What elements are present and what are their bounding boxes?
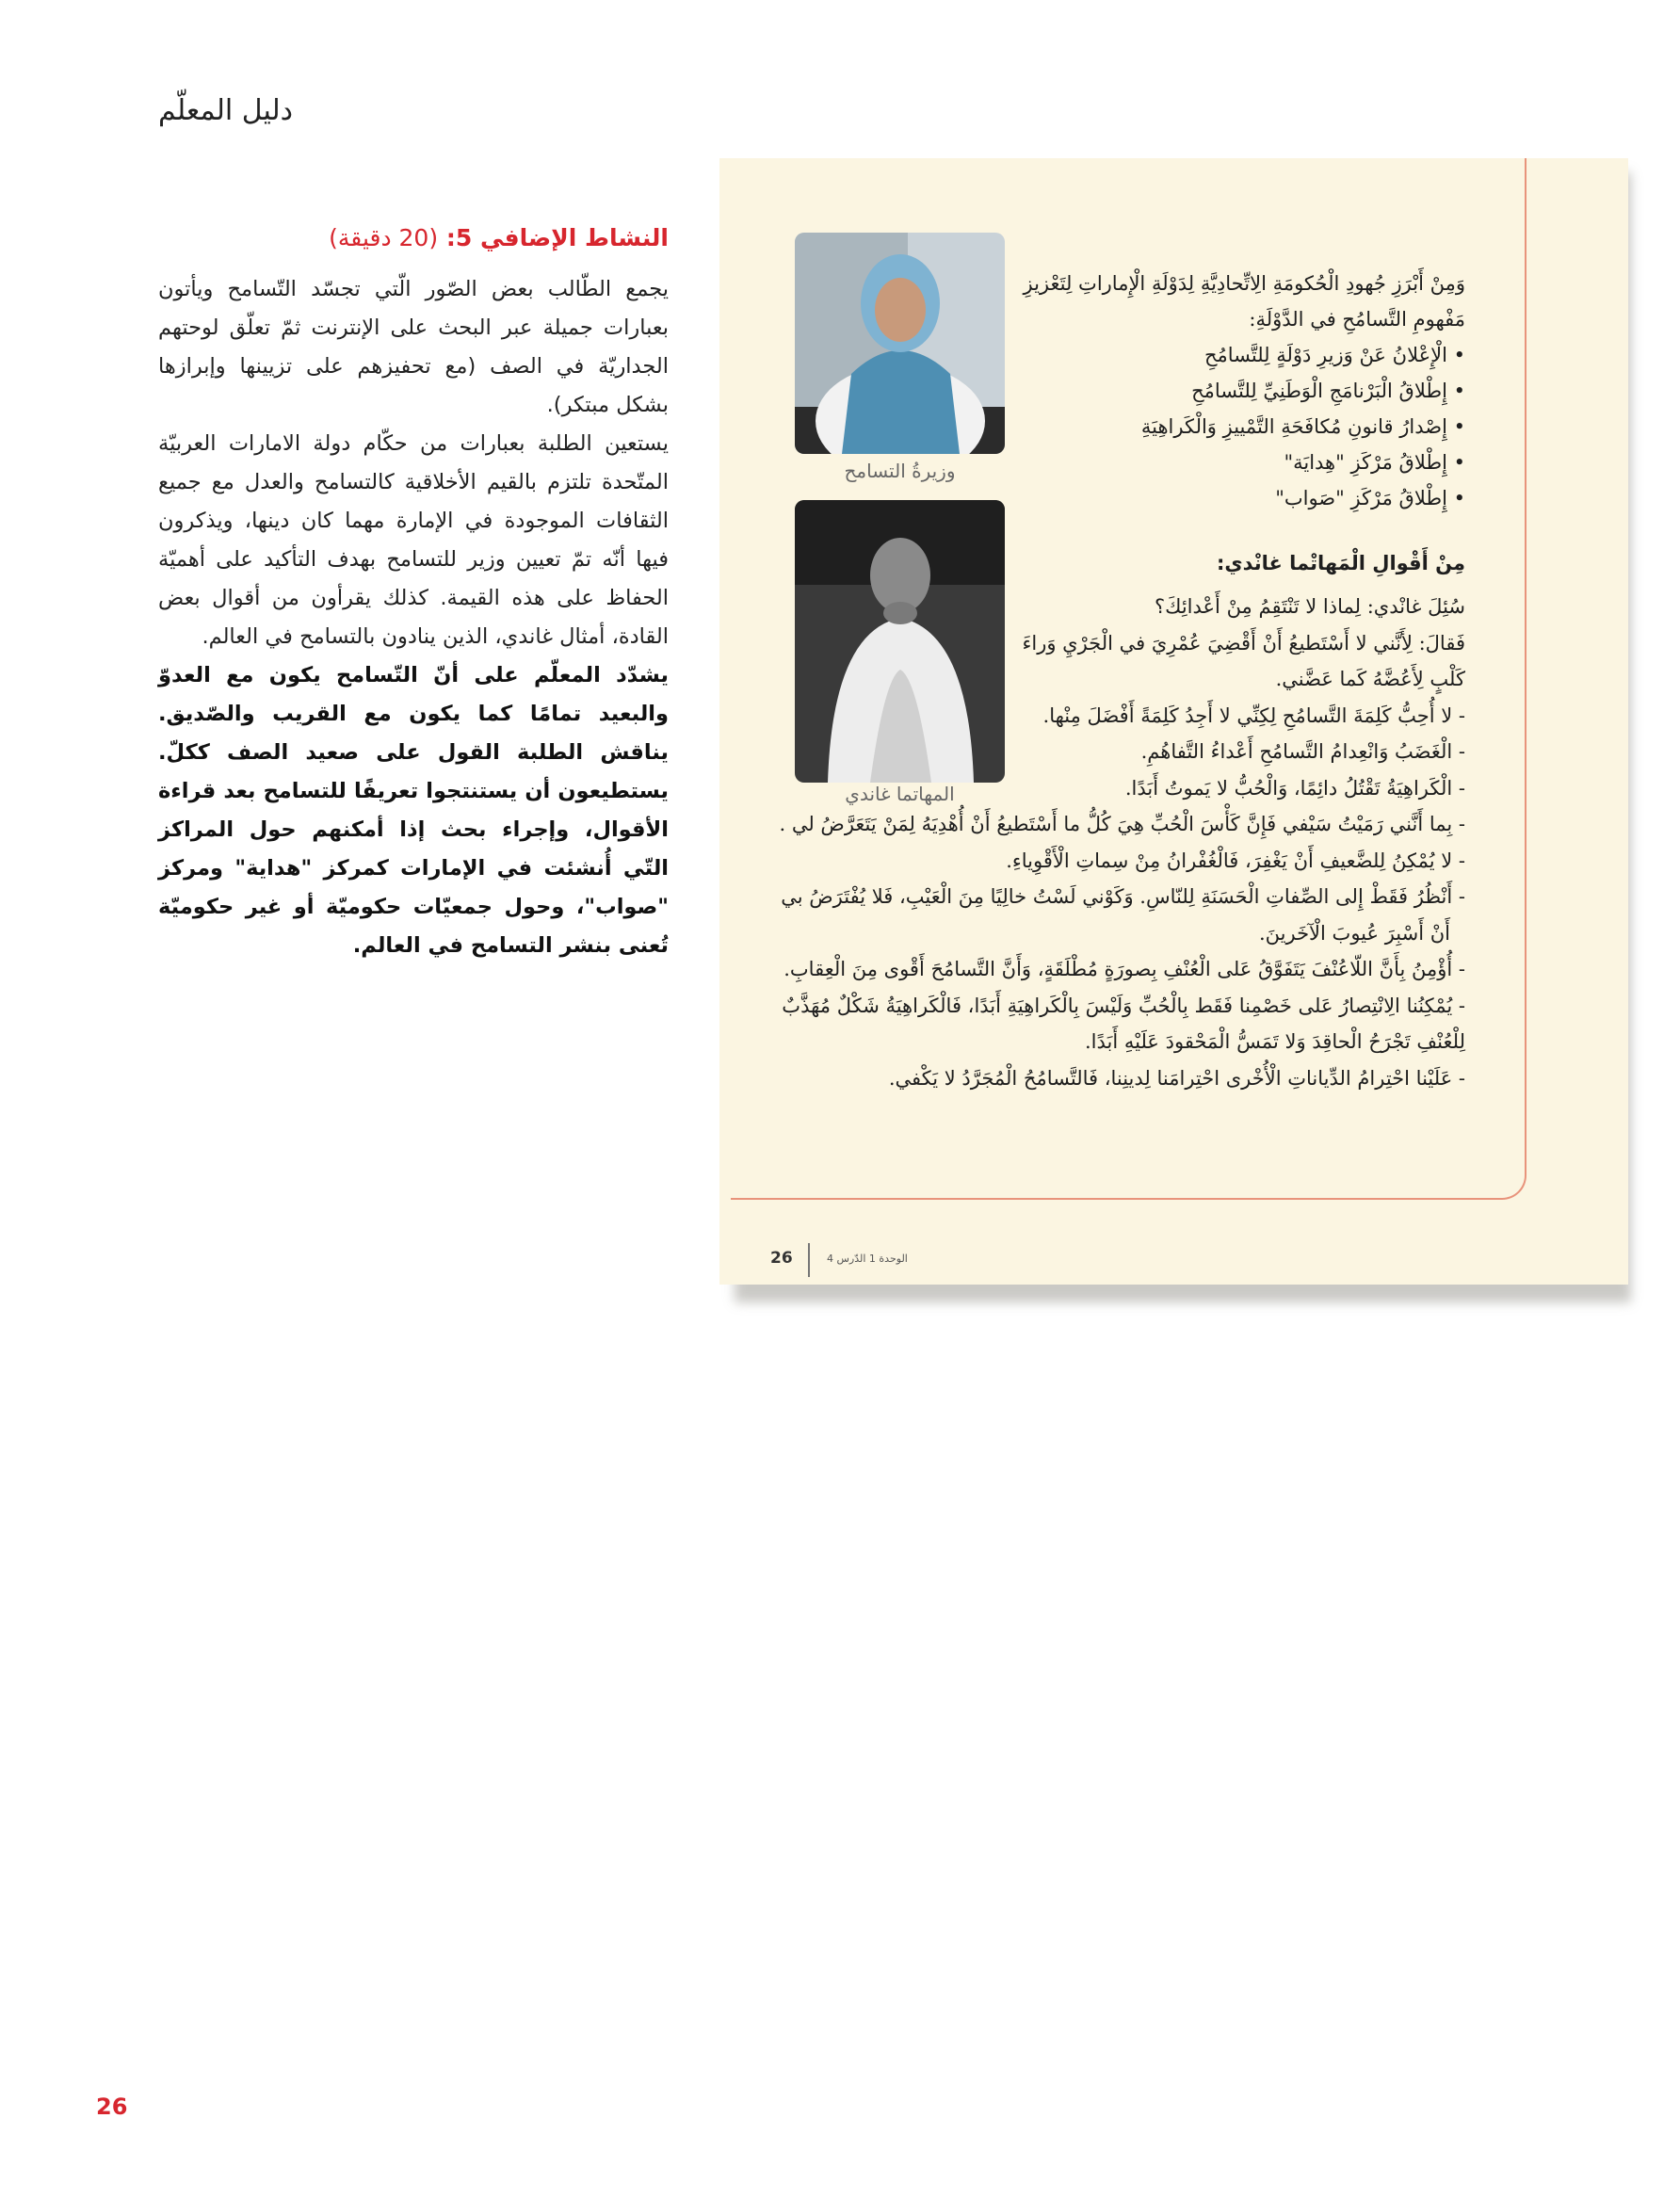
activity-paragraph-3: يشدّد المعلّم على أنّ التّسامح يكون مع العدوّ والبعيد تمامًا كما يكون مع القريب والصّديق. يناقش الطلبة القول على صعيد الصف ككلّ. يستطيعون أن يستنتجوا تعريفًا للتسامح بعد قراءة الأقوال، وإجراء بحث إذا أمكنهم حول المراكز التّي أُنشئت في الإمارات كمركز "هداية" ومركز "صواب"، وحول جمعيّات حكوميّة أو غير حكوميّة تُعنى بنشر التسامح في العالم.	[158, 663, 669, 958]
quote: - يُمْكِنُنا الِانْتِصارُ عَلى خَصْمِنا فَقَط بِالْحُبِّ وَلَيْسَ بِالْكَراهِيَةِ أَبَدًا، فَالْكَراهِيَةُ شَكْلٌ مُهَذَّبٌ	[782, 994, 1465, 1017]
quote: لِلْعُنْفِ تَجْرَحُ الْحاقِدَ وَلا تَمَسُّ الْمَحْقودَ عَلَيْهِ أَبَدًا.	[1085, 1030, 1465, 1053]
quote: - الْغَضَبُ وَانْعِدامُ التَّسامُحِ أَعْداءُ التَّفاهُمِ.	[1140, 740, 1465, 763]
activity-heading	[158, 218, 669, 257]
footer-divider	[808, 1243, 810, 1277]
textbook-page	[719, 158, 1628, 1285]
activity-label: النشاط الإضافي 5:	[445, 224, 669, 251]
list-item: • إِطْلاقُ الْبَرْنامَجِ الْوَطَنِيِّ لِلتَّسامُحِ	[985, 373, 1465, 409]
quote: كَلْبٍ لِأَعُضَّهُ كَما عَضَّني.	[1275, 668, 1465, 690]
minister-caption: وزيرةُ التسامح	[844, 460, 956, 482]
list-item: • الْإِعْلانُ عَنْ وَزيرِ دَوْلَةٍ لِلتَّسامُحِ	[985, 337, 1465, 373]
gandhi-sayings-title: مِنْ أَقْوالِ الْمَهاتْما غانْدي:	[1216, 552, 1465, 574]
guide-title: دليل المعلّم	[158, 94, 293, 127]
activity-duration: (20 دقيقة)	[329, 224, 439, 251]
list-item: • إِطْلاقُ مَرْكَزِ "هِدايَة"	[985, 445, 1465, 480]
efforts-intro: وَمِنْ أَبْرَزِ جُهودِ الْحُكومَةِ الِاتِّحادِيَّةِ لِدَوْلَةِ الْإِماراتِ لِتَعْزيزِ مَفْهومِ التَّسامُحِ في الدَّوْلَةِ:	[1023, 272, 1465, 331]
textbook-footer	[742, 1241, 977, 1279]
unit-lesson-label: الوحدة 1 الدّرس 4	[827, 1253, 908, 1265]
quote: فَقالَ: لِأَنَّني لا أَسْتَطيعُ أَنْ أَقْضِيَ عُمْرِيَ في الْجَرْيِ وَراءَ	[1022, 631, 1465, 655]
quote: - لا أُحِبُّ كَلِمَةَ التَّسامُحِ لِكِنِّي لا أَجِدُ كَلِمَةً أَفْضَلَ مِنْها.	[1042, 703, 1465, 727]
textbook-page-number: 26	[770, 1249, 793, 1268]
quote: - عَلَيْنا احْتِرامُ الدِّياناتِ الْأُخْرى احْتِرامَنا لِدينِنا، فَالتَّسامُحُ الْمُجَرَّدُ لا يَكْفي.	[888, 1066, 1465, 1090]
activity-paragraph-1: يجمع الطّالب بعض الصّور الّتي تجسّد التّسامح ويأتون بعبارات جميلة عبر البحث على الإنترنت ثمّ تعلّق لوحتهم الجداريّة في الصف (مع تحفيزهم على تزيينها وإبرازها بشكل مبتكر).	[158, 277, 669, 417]
efforts-list	[985, 337, 1465, 516]
quote: - بِما أَنَّني رَمَيْتُ سَيْفي فَإِنَّ كَأْسَ الْحُبِّ هِيَ كُلُّ ما أَسْتَطيعُ أَنْ أُهْدِيَهُ لِمَنْ يَتَعَرَّضُ لي .	[779, 813, 1465, 835]
quote: سُئِلَ غانْدي: لِماذا لا تَنْتَقِمُ مِنْ أَعْدائِكَ؟	[1154, 595, 1465, 618]
quote: أَنْ أَسْبِرَ عُيوبَ الْآخَرينَ.	[1258, 921, 1450, 945]
list-item: • إِطْلاقُ مَرْكَزِ "صَواب"	[985, 480, 1465, 516]
gandhi-quotes	[719, 589, 1465, 1096]
quote: - أَنْظُرُ فَقَطْ إِلى الصِّفاتِ الْحَسَنَةِ لِلنّاسِ. وَكَوْني لَسْتُ خالِيًا مِنَ الْعَيْبِ، فَلا يُفْتَرَضُ بي	[781, 885, 1465, 908]
quote: - لا يُمْكِنُ لِلضَّعيفِ أَنْ يَغْفِرَ، فَالْغُفْرانُ مِنْ سِماتِ الْأَقْوِياءِ.	[1006, 849, 1465, 872]
tolerance-efforts	[985, 266, 1465, 516]
gandhi-caption: المهاتما غاندي	[845, 783, 955, 805]
quote: - أُؤْمِنُ بِأَنَّ اللّاعُنْفَ يَتَفَوَّقُ عَلى الْعُنْفِ بِصورَةٍ مُطْلَقَةٍ، وَأَنَّ التَّسامُحَ أَقْوى مِنَ الْعِقابِ.	[783, 958, 1465, 980]
activity-paragraph-2: يستعين الطلبة بعبارات من حكّام دولة الامارات العربيّة المتّحدة تلتزم بالقيم الأخلاقية كالتسامح والعدل مع جميع الثقافات الموجودة في الإمارة مهما كان دينها، ويذكرون فيها أنّه تمّ تعيين وزير للتسامح بهدف التأكيد على أهميّة الحفاظ على هذه القيمة. كذلك يقرأون من أقوال بعض القادة، أمثال غاندي، الذين ينادون بالتسامح في العالم.	[158, 431, 669, 649]
teacher-notes	[158, 218, 669, 965]
minister-photo	[795, 233, 1005, 454]
quote: - الْكَراهِيَةُ تَقْتُلُ دائِمًا، وَالْحُبُّ لا يَموتُ أَبَدًا.	[1124, 776, 1465, 800]
page-number: 26	[96, 2094, 128, 2120]
list-item: • إِصْدارُ قانونِ مُكافَحَةِ التَّمْييزِ وَالْكَراهِيَةِ	[985, 409, 1465, 445]
